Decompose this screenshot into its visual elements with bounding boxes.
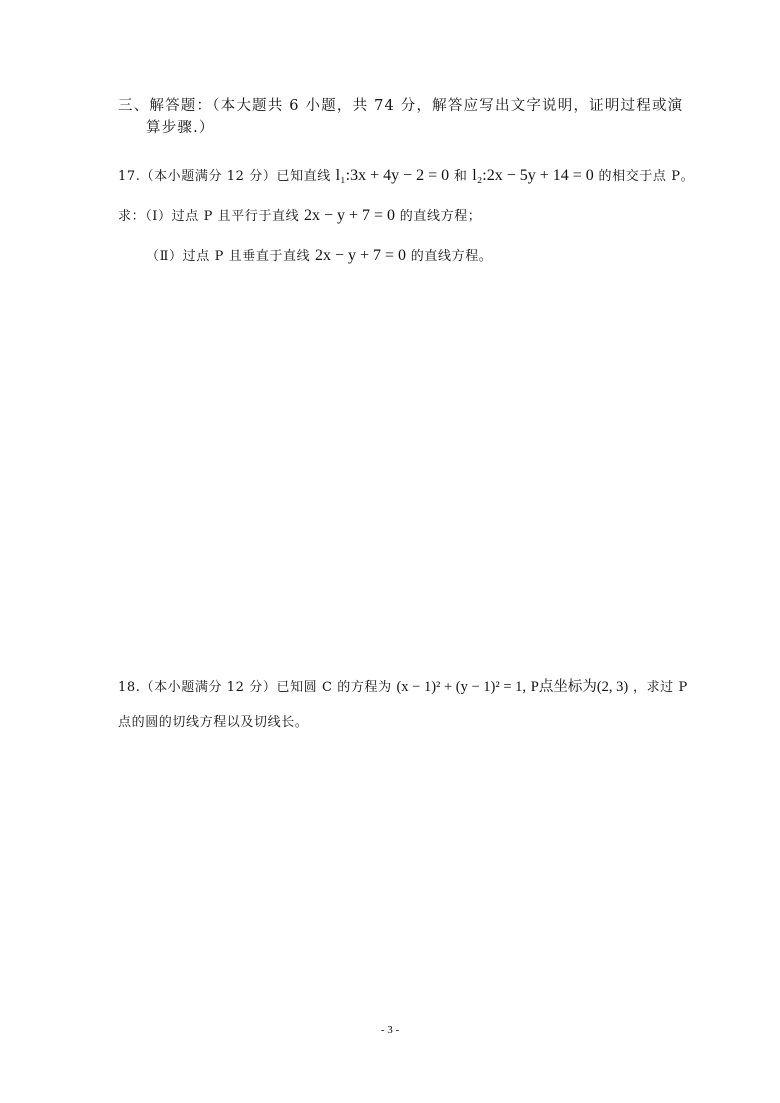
problem17-part1-suffix: 的直线方程； <box>399 209 482 224</box>
page-number: - 3 - <box>380 1024 400 1036</box>
problem18-tail: ，求过 P <box>632 680 688 695</box>
problem17-part1-equation: 2x − y + 7 = 0 <box>303 207 396 224</box>
problem17-statement <box>118 166 694 187</box>
problem17-part1 <box>118 206 481 227</box>
problem17-part2 <box>146 246 492 267</box>
problem17-tail: 的相交于点 P。 <box>598 169 695 184</box>
problem17-part1-prefix: 求：（Ⅰ）过点 P 且平行于直线 <box>118 209 300 224</box>
problem17-line1-equation: l₁:3x + 4y − 2 = 0 <box>335 167 450 184</box>
problem18-line2: 点的圆的切线方程以及切线长。 <box>118 715 309 730</box>
problem17-line2-equation: l₂:2x − 5y + 14 = 0 <box>472 167 594 184</box>
problem17-part2-prefix: （Ⅱ）过点 P 且垂直于直线 <box>146 249 311 264</box>
problem17-part2-equation: 2x − y + 7 = 0 <box>314 247 407 264</box>
section-heading-line1: 三、解答题：（本大题共 6 小题，共 74 分，解答应写出文字说明，证明过程或演 <box>118 98 684 114</box>
section-heading-line2: 算步骤.） <box>146 120 215 136</box>
problem18-intro: 18.（本小题满分 12 分）已知圆 C 的方程为 <box>118 680 392 695</box>
problem18-statement <box>118 677 688 698</box>
problem17-part2-suffix: 的直线方程。 <box>410 249 493 264</box>
problem18-circle-equation: (x − 1)² + (y − 1)² = 1, <box>396 679 527 695</box>
problem17-intro: 17.（本小题满分 12 分）已知直线 <box>118 169 331 184</box>
problem18-point-coordinates: P点坐标为(2, 3) <box>530 679 629 695</box>
problem17-connector: 和 <box>453 169 468 184</box>
